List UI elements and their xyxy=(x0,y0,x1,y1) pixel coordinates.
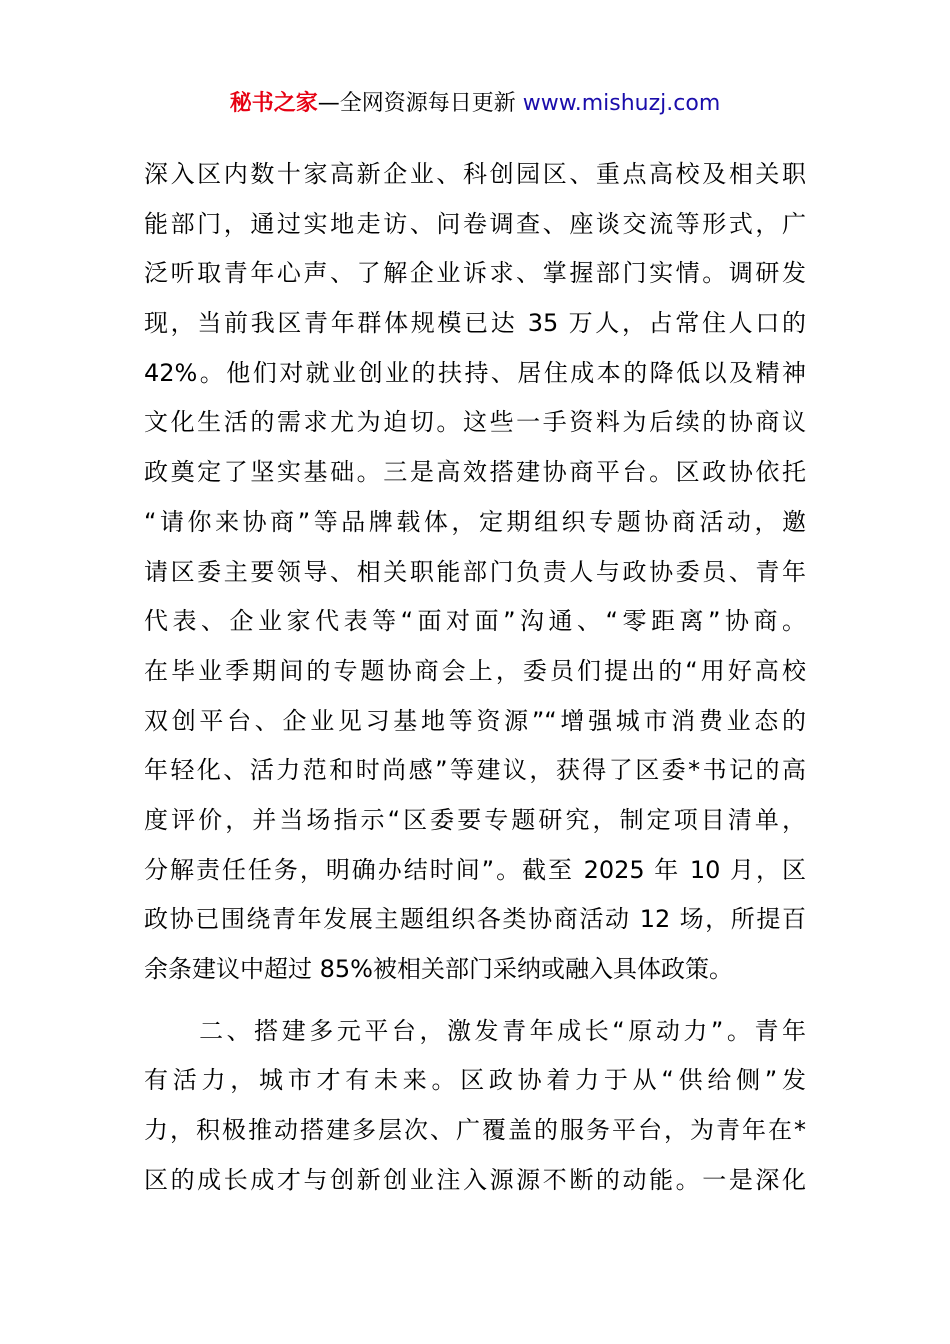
text-line: 度评价，并当场指示“区委要专题研究，制定项目清单， xyxy=(144,805,806,834)
header-slogan: —全网资源每日更新 xyxy=(317,91,523,116)
text-line: 力，积极推动搭建多层次、广覆盖的服务平台，为青年在* xyxy=(144,1116,806,1145)
text-line: 现，当前我区青年群体规模已达 35 万人，占常住人口的 xyxy=(144,309,806,338)
paragraph xyxy=(144,150,806,995)
text-line: “请你来协商”等品牌载体，定期组织专题协商活动，邀 xyxy=(144,507,806,536)
paragraph xyxy=(144,1007,806,1206)
text-line: 泛听取青年心声、了解企业诉求、掌握部门实情。调研发 xyxy=(144,259,806,288)
site-url[interactable]: www.mishuzj.com xyxy=(522,91,721,116)
text-line: 年轻化、活力范和时尚感”等建议，获得了区委*书记的高 xyxy=(144,756,806,785)
text-line: 政协已围绕青年发展主题组织各类协商活动 12 场，所提百 xyxy=(144,905,806,934)
text-line: 代表、企业家代表等“面对面”沟通、“零距离”协商。 xyxy=(144,607,806,636)
paragraph-gap xyxy=(144,995,806,1007)
text-line: 42%。他们对就业创业的扶持、居住成本的降低以及精神 xyxy=(144,358,806,387)
text-line: 双创平台、企业见习基地等资源”“增强城市消费业态的 xyxy=(144,706,806,735)
text-line: 区的成长成才与创新创业注入源源不断的动能。一是深化 xyxy=(144,1165,806,1194)
text-line: 有活力，城市才有未来。区政协着力于从“供给侧”发 xyxy=(144,1066,806,1095)
page-header xyxy=(0,86,950,122)
text-line: 文化生活的需求尤为迫切。这些一手资料为后续的协商议 xyxy=(144,408,806,437)
text-line: 能部门，通过实地走访、问卷调查、座谈交流等形式，广 xyxy=(144,209,806,238)
text-line: 请区委主要领导、相关职能部门负责人与政协委员、青年 xyxy=(144,557,806,586)
text-line: 政奠定了坚实基础。三是高效搭建协商平台。区政协依托 xyxy=(144,458,806,487)
text-line: 分解责任任务，明确办结时间”。截至 2025 年 10 月，区 xyxy=(144,855,806,884)
text-line: 在毕业季期间的专题协商会上，委员们提出的“用好高校 xyxy=(144,656,806,685)
text-line: 余条建议中超过 85%被相关部门采纳或融入具体政策。 xyxy=(144,955,733,983)
brand-name: 秘书之家 xyxy=(229,91,318,116)
document-body xyxy=(144,150,806,1205)
text-line: 二、搭建多元平台，激发青年成长“原动力”。青年 xyxy=(144,1016,806,1045)
text-line: 深入区内数十家高新企业、科创园区、重点高校及相关职 xyxy=(144,160,806,188)
